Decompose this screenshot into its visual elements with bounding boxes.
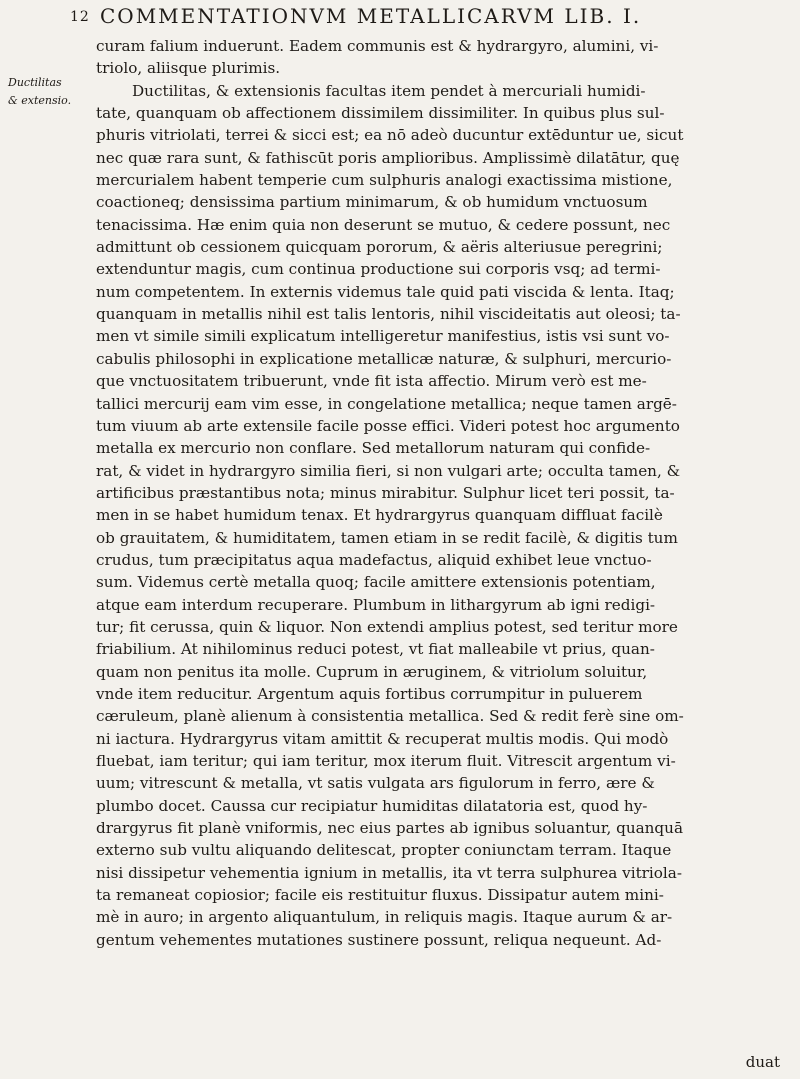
text-line: rat, & videt in hydrargyro similia fieri, si non vulgari arte; occulta tamen, & xyxy=(96,461,681,480)
text-line: coactioneq; densissima partium minimarum, & ob humidum vnctuosum xyxy=(96,193,648,212)
text-line: men in se habet humidum tenax. Et hydrargyrus quanquam diffluat facilè xyxy=(96,506,663,525)
margin-note xyxy=(8,74,84,110)
text-line: tallici mercurij eam vim esse, in congelatione metallica; neque tamen argē- xyxy=(96,394,677,413)
text-line: triolo, aliisque plurimis. xyxy=(96,59,281,78)
text-line: plumbo docet. Caussa cur recipiatur humiditas dilatatoria est, quod hy- xyxy=(96,796,648,815)
text-line: mercurialem habent temperie cum sulphuris analogi exactissima mistione, xyxy=(96,171,673,190)
text-line: drargyrus fit planè vniformis, nec eius partes ab ignibus soluantur, quanquā xyxy=(96,819,683,838)
text-line: cabulis philosophi in explicatione metallicæ naturæ, & sulphuri, mercurio- xyxy=(96,349,672,368)
text-line: vnde item reducitur. Argentum aquis fortibus corrumpitur in puluerem xyxy=(96,684,643,703)
text-line: tenacissima. Hæ enim quia non deserunt se mutuo, & cedere possunt, nec xyxy=(96,215,671,234)
text-line: externo sub vultu aliquando delitescat, propter coniunctam terram. Itaque xyxy=(96,841,672,860)
text-line: ta remaneat copiosior; facile eis restituitur fluxus. Dissipatur autem mini- xyxy=(96,886,664,905)
text-line: nec quæ rara sunt, & fathiscūt poris amplioribus. Amplissimè dilatātur, quę xyxy=(96,148,680,167)
text-line: nisi dissipetur vehementia ignium in metallis, ita vt terra sulphurea vitriola- xyxy=(96,863,682,882)
text-line: fluebat, iam teritur; qui iam teritur, mox iterum fluit. Vitrescit argentum vi- xyxy=(96,752,676,770)
text-line: mè in auro; in argento aliquantulum, in reliquis magis. Itaque aurum & ar- xyxy=(96,908,673,927)
text-line: Ductilitas, & extensionis facultas item pendet à mercuriali humidi- xyxy=(132,81,646,100)
body-text xyxy=(96,35,776,951)
text-line: crudus, tum præcipitatus aqua madefactus, aliquid exhibet leue vnctuo- xyxy=(96,550,652,569)
text-line: curam falium induerunt. Eadem communis est & hydrargyro, alumini, vi- xyxy=(96,37,659,55)
text-line: num competentem. In externis videmus tale quid pati viscida & lenta. Itaq; xyxy=(96,282,675,301)
page-header xyxy=(0,4,800,30)
text-line: metalla ex mercurio non conflare. Sed metallorum naturam qui confide- xyxy=(96,439,651,458)
text-line: uum; vitrescunt & metalla, vt satis vulgata ars figulorum in ferro, ære & xyxy=(96,774,655,793)
text-line: ob grauitatem, & humiditatem, tamen etiam in se redit facilè, & digitis tum xyxy=(96,528,678,547)
margin-note-line: Ductilitas xyxy=(8,76,62,89)
text-line: artificibus præstantibus nota; minus mirabitur. Sulphur licet teri possit, ta- xyxy=(96,483,675,502)
text-line: men vt simile simili explicatum intelligeretur manifestius, istis vsi sunt vo- xyxy=(96,327,670,346)
text-line: cæruleum, planè alienum à consistentia metallica. Sed & redit ferè sine om- xyxy=(96,707,684,726)
catchword: duat xyxy=(745,1053,780,1071)
text-line: tur; fit cerussa, quin & liquor. Non extendi amplius potest, sed teritur more xyxy=(96,617,678,636)
text-line: gentum vehementes mutationes sustinere possunt, reliqua nequeunt. Ad- xyxy=(96,930,662,949)
text-line: atque eam interdum recuperare. Plumbum in lithargyrum ab igni redigi- xyxy=(96,595,656,614)
text-line: que vnctuositatem tribuerunt, vnde fit ista affectio. Mirum verò est me- xyxy=(96,372,647,391)
text-line: quam non penitus ita molle. Cuprum in æruginem, & vitriolum soluitur, xyxy=(96,662,648,681)
text-line: phuris vitriolati, terrei & sicci est; ea nō adeò ducuntur extēduntur ue, sicut xyxy=(96,126,684,145)
text-line: sum. Videmus certè metalla quoq; facile amittere extensionis potentiam, xyxy=(96,573,656,592)
text-line: friabilium. At nihilominus reduci potest, vt fiat malleabile vt prius, quan- xyxy=(96,640,655,659)
running-head: COMMENTATIONVM METALLICARVM LIB. I. xyxy=(100,4,642,28)
text-line: tum viuum ab arte extensile facile posse effici. Videri potest hoc argumento xyxy=(96,416,680,435)
text-line: tate, quanquam ob affectionem dissimilem dissimiliter. In quibus plus sul- xyxy=(96,104,665,123)
text-line: admittunt ob cessionem quicquam pororum, & aëris alteriusue peregrini; xyxy=(96,238,663,257)
text-line: extenduntur magis, cum continua productione sui corporis vsq; ad termi- xyxy=(96,260,661,279)
margin-note-line: & extensio. xyxy=(8,94,72,107)
page-number: 12 xyxy=(70,9,90,25)
text-line: ni iactura. Hydrargyrus vitam amittit & recuperat multis modis. Qui modò xyxy=(96,729,669,748)
text-line: quanquam in metallis nihil est talis lentoris, nihil viscideitatis aut oleosi; ta- xyxy=(96,305,681,324)
